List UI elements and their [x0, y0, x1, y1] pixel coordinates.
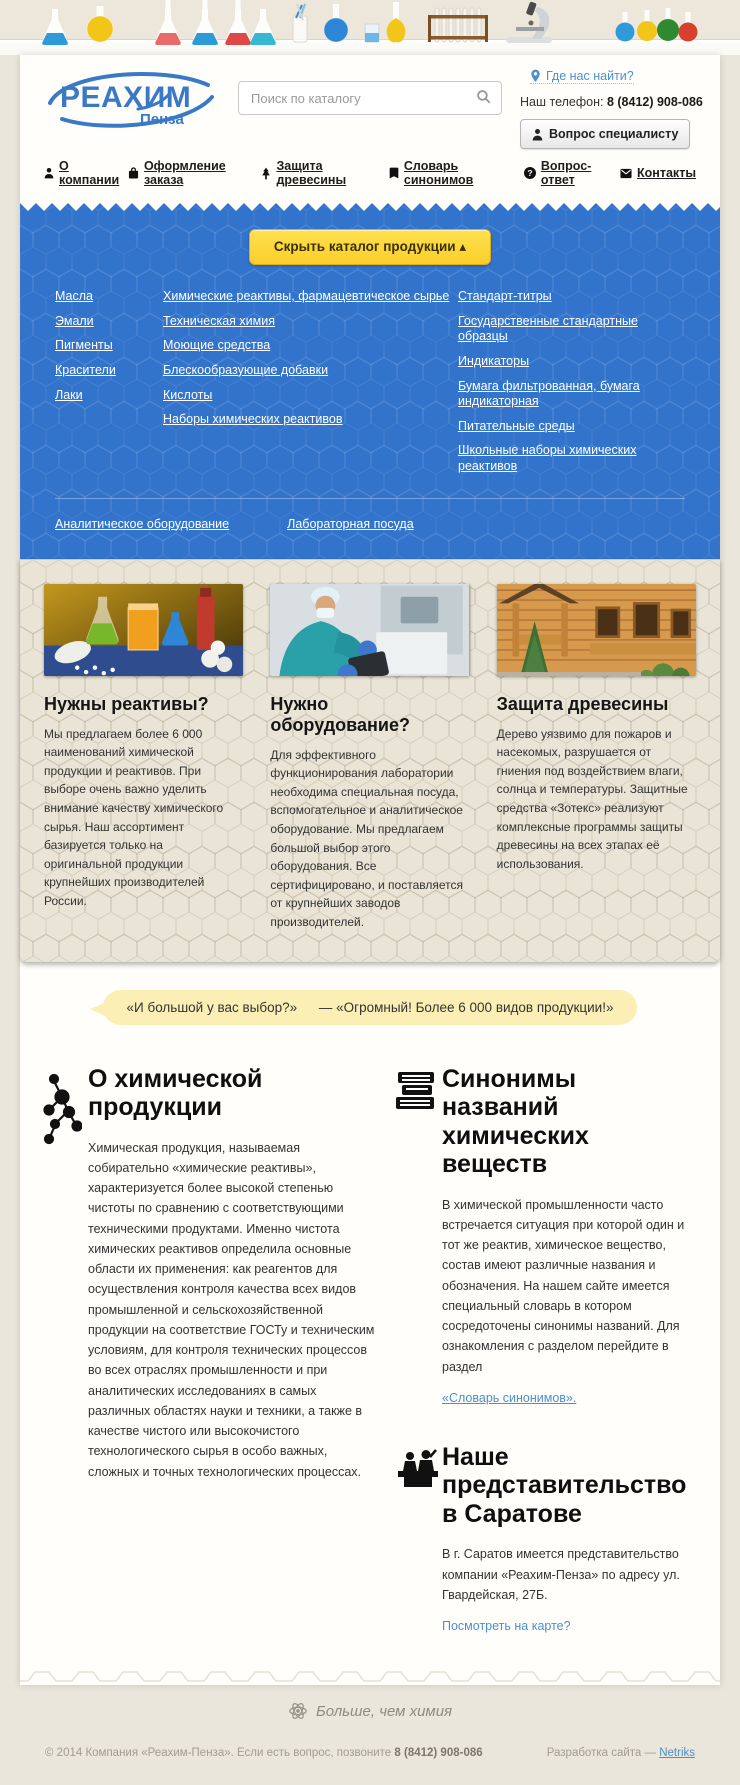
search-box — [238, 81, 502, 149]
catalog-link[interactable]: Питательные среды — [458, 418, 575, 433]
nav-item-synonyms[interactable] — [389, 159, 524, 187]
logo-subtext: Пенза — [140, 111, 184, 128]
catalog-link[interactable]: Химические реактивы, фармацевтическое сырье — [163, 289, 450, 303]
slogan-text: Больше, чем химия — [315, 1702, 453, 1720]
nav-label: Защита древесины — [276, 159, 347, 187]
card-title: Защита древесины — [496, 693, 669, 714]
section-text: В г. Саратов имеется представительство компании «Реахим-Пенза» по адресу ул. Гвардейская, 27Б. — [442, 1547, 680, 1602]
info-sections — [20, 1039, 720, 1670]
card-text: Для эффективного функционирования лаборатории необходима специальная посуда, вспомогательное и аналитическое оборудование. Мы предлагаем большой выбор этого оборудования. Все сертифицировано, и поставляется от крупнейших заводов производителей. — [270, 747, 463, 929]
catalog-item — [163, 338, 458, 354]
credits — [547, 1747, 695, 1759]
catalog-item — [163, 388, 458, 404]
logo-text: РЕАХИМ — [60, 81, 192, 114]
section-title: Синонимы названий химических веществ — [442, 1064, 589, 1179]
mail-icon — [620, 168, 632, 179]
card-title: Нужно оборудование? — [270, 693, 410, 735]
lab-glassware-banner — [0, 0, 740, 55]
site-header — [20, 55, 720, 151]
catalog-bottom-row — [20, 517, 720, 535]
developer-link[interactable]: Netriks — [659, 1747, 695, 1760]
catalog-link[interactable]: Индикаторы — [458, 353, 530, 368]
reagents-photo — [44, 584, 243, 676]
card-wood-protection — [497, 584, 696, 932]
catalog-item — [55, 363, 163, 379]
catalog-link[interactable]: Стандарт-титры — [458, 289, 552, 303]
catalog-item — [55, 338, 163, 354]
footer-bottom-row — [45, 1747, 695, 1759]
nav-item-wood-protection[interactable] — [261, 159, 388, 187]
order-bag-icon — [128, 167, 139, 179]
copyright-text: © 2014 Компания «Реахим-Пенза». Если есть вопрос, позвоните — [45, 1747, 392, 1760]
catalog-columns — [20, 289, 720, 484]
lectern-people-icon — [396, 1449, 440, 1489]
logo[interactable] — [42, 65, 222, 135]
section-text: Химическая продукция, называемая собирательно «химические реактивы», характеризуется более высокой степенью чистоты по сравнению с соответствующими техническими продуктами. Именно чистота химических реактивов определила основные области их применения: как реагентов для осуществления контроля качества всех видов промышленной и сельскохозяйственной продукции на соответствие ГОСТу и техническим условиям, для контроля технических процессов во всех отраслях промышленности и при аналитических исследованиях в самых различных областях науки и техники, а также в качестве чистого или высокочистого технологического сырья в особо важных, сложных и точных технологических процессах. — [88, 1140, 375, 1479]
section-text: В химической промышленности часто встречается ситуация при которой один и тот же реактив, химическое вещество, состав имеют различные названия и обозначения. На нашем сайте имеется специальный словарь в котором сосредоточены синонимы названий. Для ознакомления с разделом перейдите в раздел — [442, 1197, 685, 1374]
catalog-link[interactable]: Эмали — [55, 313, 94, 328]
copyright — [45, 1747, 483, 1759]
catalog-link[interactable]: Красители — [55, 362, 116, 377]
feature-cards-section — [20, 559, 720, 962]
books-stack-icon — [396, 1071, 438, 1111]
quote-answer: — «Огромный! Более 6 000 видов продукции!» — [318, 999, 614, 1015]
search-input[interactable] — [238, 81, 502, 115]
catalog-item — [163, 412, 458, 428]
synonyms-dictionary-link[interactable]: «Словарь синонимов». — [442, 1390, 577, 1405]
svg-text:?: ? — [527, 168, 533, 178]
atom-icon — [288, 1701, 308, 1721]
catalog-column-3 — [458, 289, 685, 484]
catalog-item — [458, 419, 685, 435]
section-title: О химической продукции — [88, 1064, 263, 1122]
search-icon — [476, 89, 492, 105]
zigzag-edge — [20, 203, 720, 211]
find-us-link[interactable] — [530, 69, 634, 84]
question-icon — [524, 167, 536, 179]
catalog-divider — [55, 498, 685, 499]
equipment-photo — [270, 584, 469, 676]
catalog-item — [458, 289, 685, 305]
tree-icon — [261, 167, 271, 180]
phone — [520, 95, 703, 109]
section-title: Наше представительство в Саратове — [442, 1442, 687, 1528]
catalog-item — [163, 363, 458, 379]
catalog-item — [458, 314, 685, 345]
catalog-link-glassware[interactable]: Лабораторная посуда — [287, 516, 414, 531]
find-us-label: Где нас найти? — [546, 69, 634, 83]
catalog-link[interactable]: Государственные стандартные образцы — [458, 313, 638, 344]
nav-label: Словарь синонимов — [403, 159, 474, 187]
card-text: Мы предлагаем более 6 000 наименований химической продукции и реактивов. При выборе очень важно уделить внимание качеству химического сырья. Наш ассортимент базируется только на оригинальной продукции крупнейших производителей России. — [44, 726, 224, 908]
quote-row — [20, 962, 720, 1039]
molecule-icon — [42, 1071, 82, 1151]
view-on-map-link[interactable]: Посмотреть на карте? — [442, 1619, 571, 1634]
wooden-house-photo — [497, 584, 696, 676]
ask-specialist-button[interactable] — [520, 119, 690, 149]
catalog-toggle-button[interactable]: Скрыть каталог продукции ▴ — [249, 229, 491, 265]
header-contact — [520, 65, 703, 149]
catalog-item — [163, 289, 458, 305]
catalog-link[interactable]: Наборы химических реактивов — [163, 412, 343, 427]
credits-text: Разработка сайта — — [546, 1747, 657, 1760]
card-equipment — [270, 584, 469, 932]
ask-specialist-label: Вопрос специалисту — [549, 127, 679, 141]
catalog-link[interactable]: Блескообразующие добавки — [163, 362, 329, 377]
person-icon — [532, 128, 543, 141]
nav-label: О компании — [59, 159, 120, 187]
wave-divider — [20, 1669, 720, 1685]
catalog-link[interactable]: Лаки — [55, 387, 83, 402]
catalog-item — [163, 314, 458, 330]
catalog-link[interactable]: Масла — [55, 289, 94, 303]
nav-item-faq[interactable] — [524, 159, 620, 187]
synonyms-block — [398, 1065, 698, 1407]
about-chemistry-block — [44, 1065, 376, 1482]
catalog-item — [458, 443, 685, 474]
glassware-illustration — [0, 0, 740, 55]
phone-label: Наш телефон: — [520, 95, 604, 109]
main-nav — [20, 151, 720, 203]
info-column-right — [398, 1065, 698, 1636]
nav-item-contacts[interactable] — [620, 159, 696, 187]
nav-label: Контакты — [637, 166, 696, 180]
location-pin-icon — [530, 69, 541, 83]
catalog-link[interactable]: Моющие средства — [163, 338, 271, 353]
catalog-link[interactable]: Кислоты — [163, 387, 213, 402]
nav-label: Вопрос-ответ — [540, 159, 592, 187]
catalog-item — [458, 354, 685, 370]
saratov-office-block — [398, 1443, 698, 1635]
info-column-left — [44, 1065, 376, 1636]
catalog-link[interactable]: Пигменты — [55, 338, 113, 353]
catalog-link[interactable]: Школьные наборы химических реактивов — [458, 443, 637, 473]
catalog-link[interactable]: Техническая химия — [163, 313, 275, 328]
card-text: Дерево уязвимо для пожаров и насекомых, разрушается от гниения под воздействием влаги, солнца и температуры. Защитные средства «Зотекс» реализуют комплексные программы защиты древесины на всех этапах её использования. — [496, 726, 688, 871]
catalog-link[interactable]: Бумага фильтрованная, бумага индикаторная — [458, 378, 640, 409]
footer-phone: 8 (8412) 908-086 — [394, 1747, 483, 1760]
test-tube-rack — [428, 8, 488, 42]
quote-question: «И большой у вас выбор?» — [126, 999, 298, 1015]
nav-label: Оформление заказа — [143, 159, 226, 187]
site-footer — [0, 1685, 740, 1785]
book-icon — [389, 167, 399, 179]
person-icon — [44, 167, 54, 179]
footer-slogan — [45, 1701, 695, 1721]
catalog-item — [458, 379, 685, 410]
nav-item-order[interactable] — [128, 159, 261, 187]
card-title: Нужны реактивы? — [44, 693, 209, 714]
nav-item-company[interactable] — [44, 159, 128, 187]
catalog-item — [55, 388, 163, 404]
search-button[interactable] — [469, 84, 499, 112]
quote-bubble — [103, 990, 638, 1025]
catalog-link-equipment[interactable]: Аналитическое оборудование — [55, 516, 230, 531]
card-reagents — [44, 584, 243, 932]
catalog-item — [55, 314, 163, 330]
content-wrapper — [20, 55, 720, 1685]
catalog-section — [20, 203, 720, 559]
catalog-column-2 — [163, 289, 458, 484]
phone-number: 8 (8412) 908-086 — [606, 95, 703, 109]
catalog-column-1 — [55, 289, 163, 484]
catalog-item — [55, 289, 163, 305]
